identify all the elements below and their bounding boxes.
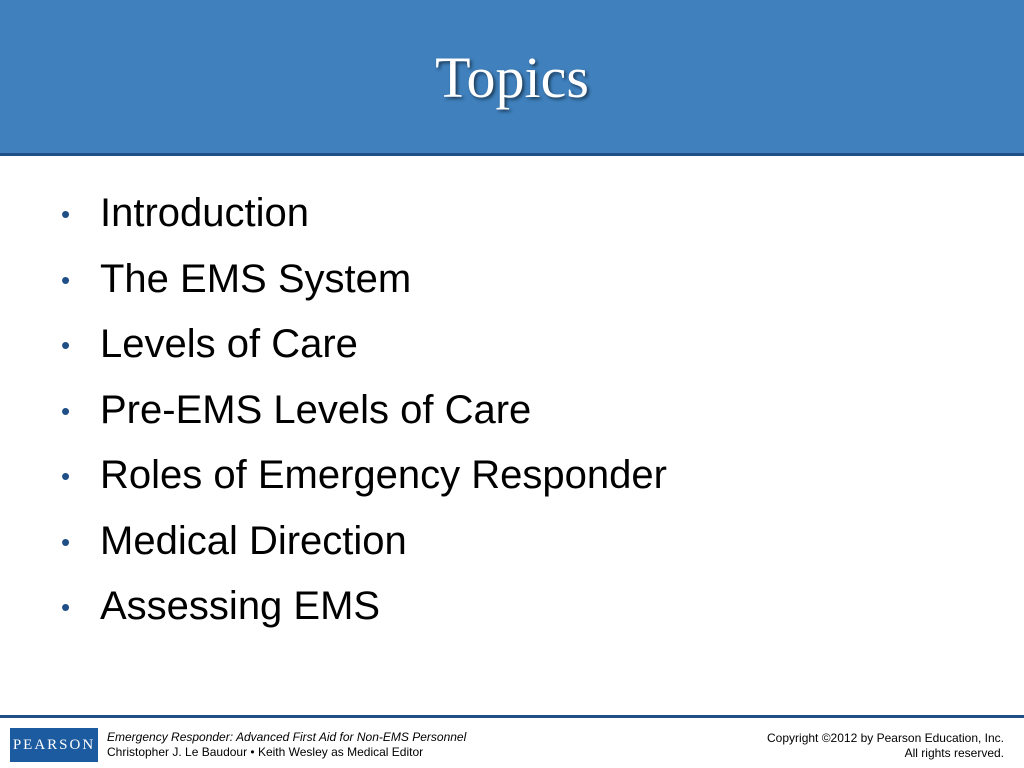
bullet-dot-icon: • [61, 330, 71, 360]
footer-book-info [107, 730, 466, 760]
bullet-item [0, 573, 667, 639]
bullet-item [0, 442, 667, 508]
bullet-item [0, 180, 667, 246]
bullet-list [0, 180, 667, 639]
slide-title: Topics [435, 45, 589, 110]
footer-copyright-line: Copyright ©2012 by Pearson Education, Inc. [767, 731, 1004, 745]
bullet-text: Levels of Care [100, 322, 358, 366]
footer-copyright [767, 731, 1004, 761]
bullet-item [0, 311, 667, 377]
bullet-dot-icon: • [61, 526, 71, 557]
bullet-dot-icon: • [61, 592, 71, 622]
bullet-text: The EMS System [100, 256, 412, 301]
bullet-dot-icon: • [61, 199, 71, 229]
footer-divider [0, 715, 1024, 718]
footer-rights-line: All rights reserved. [904, 746, 1004, 760]
bullet-text: Introduction [100, 191, 310, 235]
bullet-dot-icon: • [61, 461, 71, 491]
bullet-text: Medical Direction [100, 518, 407, 563]
bullet-text: Roles of Emergency Responder [100, 453, 667, 497]
bullet-item [0, 246, 667, 312]
bullet-item [0, 377, 667, 443]
pearson-logo [10, 728, 98, 762]
bullet-text: Pre-EMS Levels of Care [100, 387, 532, 432]
bullet-dot-icon: • [61, 395, 71, 426]
bullet-dot-icon: • [61, 264, 71, 295]
footer-authors: Christopher J. Le Baudour • Keith Wesley as Medical Editor [107, 745, 424, 759]
bullet-text: Assessing EMS [100, 584, 381, 628]
title-bar [0, 0, 1024, 156]
pearson-logo-text: PEARSON [12, 736, 96, 753]
bullet-item [0, 508, 667, 574]
footer-book-title: Emergency Responder: Advanced First Aid for Non-EMS Personnel [107, 730, 467, 744]
